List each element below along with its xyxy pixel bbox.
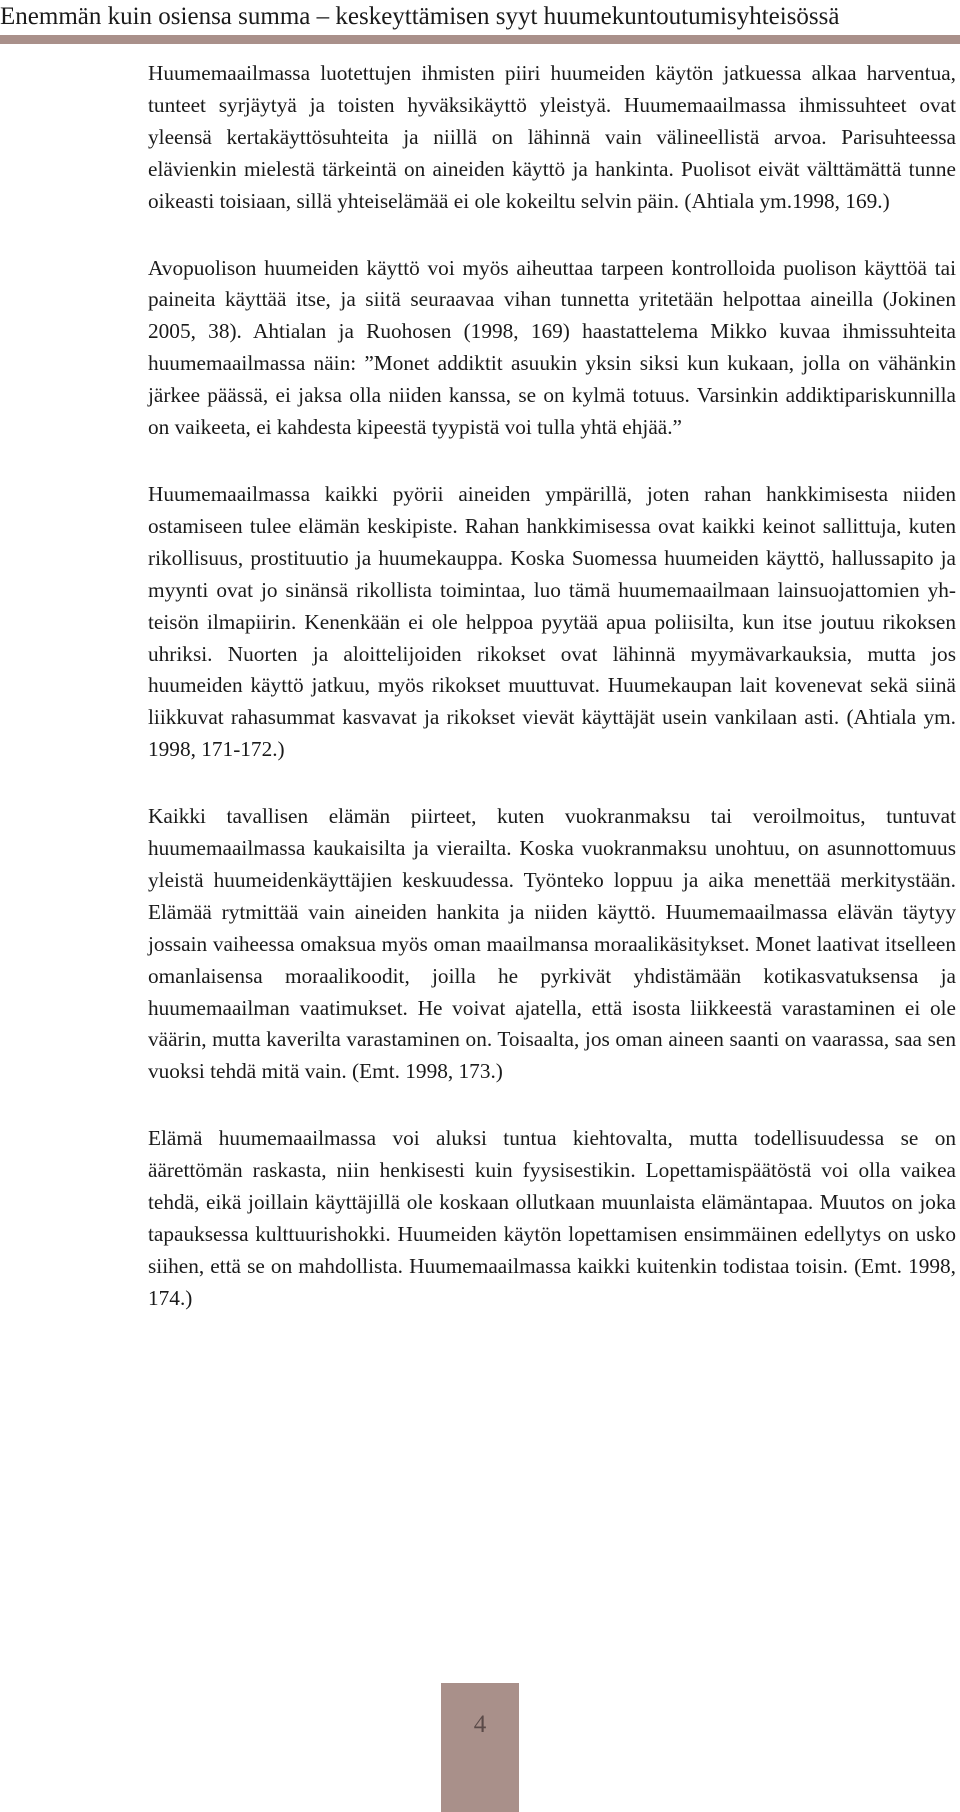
paragraph-5: Elämä huumemaailmassa voi aluksi tuntua kiehtovalta, mutta todellisuudessa se on äärettömän raskasta, niin henkisesti kuin fyysisestikin. Lopettamispäätöstä voi olla vaikea tehdä, eikä joillain käyttäjillä ole koskaan ollutkaan muunlaista elämäntapaa. Muutos on joka tapauksessa kulttuurishokki. Huumeiden käytön lopettamisen ensimmäinen edellytys on usko siihen, että se on mahdollista. Huumemaailmassa kaikki kuitenkin todistaa toisin. (Emt. 1998, 174.)	[148, 1126, 956, 1310]
paragraph-3: Huumemaailmassa kaikki pyörii aineiden ympärillä, joten rahan hankkimisesta niiden ostamiseen tulee elämän keskipiste. Rahan hankkimisessa ovat kaikki keinot sallittuja, kuten rikollisuus, prostituutio ja huumekauppa. Koska Suomessa huumeiden käyttö, hallussapito ja myynti ovat jo sinänsä rikollista toimintaa, luo tämä huumemaailmaan lainsuojattomien yhteisön ilmapiirin. Kenenkään ei ole helppoa pyytää apua poliisilta, kun itse joutuu rikoksen uhriksi. Nuorten ja aloittelijoiden rikokset ovat lähinnä myymävarkauksia, mutta jos huumeiden käyttö jatkuu, myös rikokset muuttuvat. Huumekaupan lait kovenevat sekä siinä liikkuvat rahasummat kasvavat ja rikokset vievät käyttäjät usein vankilaan asti. (Ahtiala ym. 1998, 171-172.)	[148, 481, 956, 762]
page-number-tab	[441, 1683, 519, 1812]
running-header-title: Enemmän kuin osiensa summa – keskeyttämisen syyt huumekuntoutumisyhteisössä	[0, 3, 840, 30]
page-header	[0, 0, 960, 44]
paragraph-2: Avopuolison huumeiden käyttö voi myös aiheuttaa tarpeen kontrolloida puolison käyttöä tai paineita käyttää itse, ja siitä seuraavaa vihan tunnetta yritetään helpottaa aineilla (Jokinen 2005, 38). Ahtialan ja Ruohosen (1998, 169) haastattelema Mikko kuvaa ihmissuhteita huumemaailmassa näin: ”Monet addiktit asuukin yksin siksi kun kukaan, jolla on vähänkin järkee päässä, ei jaksa olla niiden kanssa, se on kylmä totuus. Varsinkin addiktipariskunnilla on vaikeeta, ei kahdesta kipeestä tyypistä voi tulla yhtä ehjää.”	[148, 255, 956, 440]
document-body	[148, 58, 956, 1350]
paragraph-1: Huumemaailmassa luotettujen ihmisten piiri huumeiden käytön jatkuessa alkaa harventua, tunteet syrjäytyä ja toisten hyväksikäyttö yleistyä. Huumemaailmassa ihmissuhteet ovat yleensä kertakäyttösuhteita ja niillä on lähinnä vain välineellistä arvoa. Parisuhteessa elävienkin mielestä tärkeintä on aineiden käyttö ja hankinta. Puolisot eivät välttämättä tunne oikeasti toisiaan, sillä yhteiselämää ei ole kokeiltu selvin päin. (Ahtiala ym.1998, 169.)	[148, 61, 956, 213]
header-rule	[0, 35, 960, 44]
paragraph-4: Kaikki tavallisen elämän piirteet, kuten vuokranmaksu tai veroilmoitus, tuntuvat huumemaailmassa kaukaisilta ja vierailta. Koska vuokranmaksu unohtuu, on asunnottomuus yleistä huumeidenkäyttäjien keskuudessa. Työnteko loppuu ja aika menettää merkitystään. Elämää rytmittää vain aineiden hankita ja niiden käyttö. Huumemaailmassa elävän täytyy jossain vaiheessa omaksua myös oman maailmansa moraalikäsitykset. Monet laativat itselleen omanlaisensa moraalikoodit, joilla he pyrkivät yhdistämään kotikasvatuksensa ja huumemaailman vaatimukset. He voivat ajatella, että isosta liikkeestä varastaminen ei ole väärin, mutta kaverilta varastaminen on. Toisaalta, jos oman aineen saanti on vaarassa, saa sen vuoksi tehdä mitä vain. (Emt. 1998, 173.)	[148, 804, 956, 1084]
page-number: 4	[473, 1711, 487, 1738]
